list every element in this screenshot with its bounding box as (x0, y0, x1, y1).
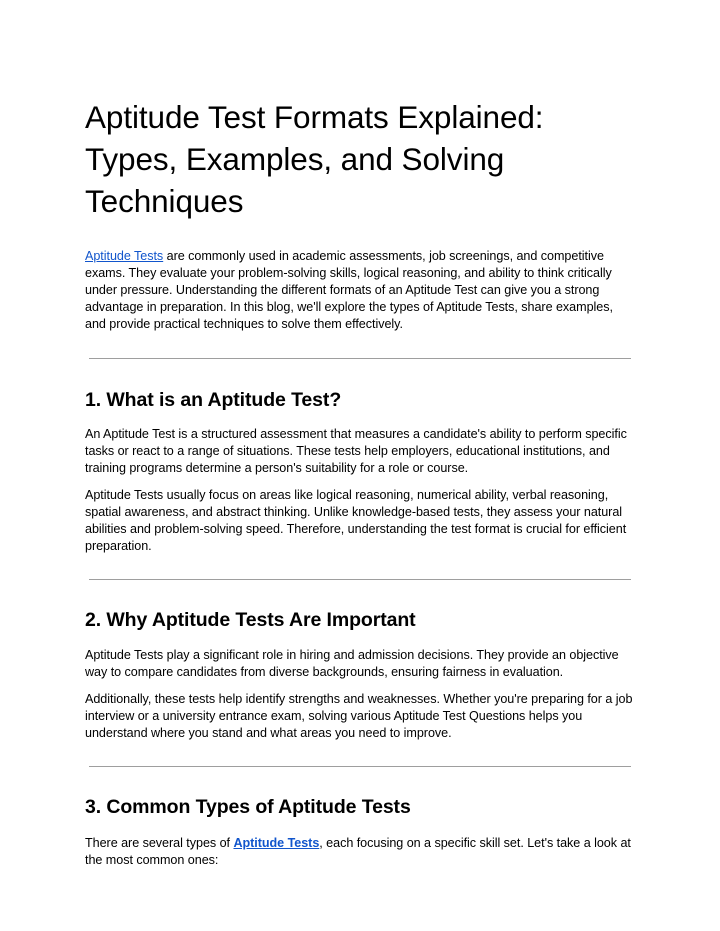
document-title: Aptitude Test Formats Explained: Types, Examples, and Solving Techniques (85, 99, 544, 219)
section-3-text-before: There are several types of (85, 836, 234, 850)
section-heading-common-types: 3. Common Types of Aptitude Tests (85, 796, 411, 818)
section-1-paragraph-2: Aptitude Tests usually focus on areas like logical reasoning, numerical ability, verbal reasoning, spatial awareness, and abstract thinking. Unlike knowledge-based tests, they assess your natural abilities and problem-solving speed. Therefore, understanding the test format is crucial for efficient preparation. (85, 488, 627, 553)
section-heading-what-is: 1. What is an Aptitude Test? (85, 389, 342, 411)
intro-text: are commonly used in academic assessments, job screenings, and competitive exams. They evaluate your problem-solving skills, logical reasoning, and ability to think critically under pressure. Understanding the different formats of an Aptitude Test can give you a strong advantage in preparation. In this blog, we'll explore the types of Aptitude Tests, share examples, and provide practical techniques to solve them effectively. (85, 249, 613, 331)
section-heading-why-important: 2. Why Aptitude Tests Are Important (85, 609, 416, 631)
aptitude-tests-link[interactable]: Aptitude Tests (85, 249, 164, 263)
section-2-paragraph-1: Aptitude Tests play a significant role in hiring and admission decisions. They provide an objective way to compare candidates from diverse backgrounds, ensuring fairness in evaluation. (85, 648, 619, 679)
section-1-paragraph-1: An Aptitude Test is a structured assessment that measures a candidate's ability to perform specific tasks or react to a range of situations. These tests help employers, educational institutions, and training programs determine a person's suitability for a role or course. (85, 427, 627, 475)
aptitude-tests-bold-link[interactable]: Aptitude Tests (233, 836, 320, 850)
intro-paragraph (85, 248, 635, 333)
section-divider (89, 358, 631, 359)
section-2-paragraph-2: Additionally, these tests help identify strengths and weaknesses. Whether you're preparing for a job interview or a university entrance exam, solving various Aptitude Test Questions helps you understand where you stand and what areas you need to improve. (85, 692, 633, 740)
section-3-paragraph-1 (85, 835, 635, 869)
section-3-text-after: , each focusing on a specific skill set. Let's take a look at the most common ones: (85, 836, 631, 867)
section-divider (89, 579, 631, 580)
section-divider (89, 766, 631, 767)
